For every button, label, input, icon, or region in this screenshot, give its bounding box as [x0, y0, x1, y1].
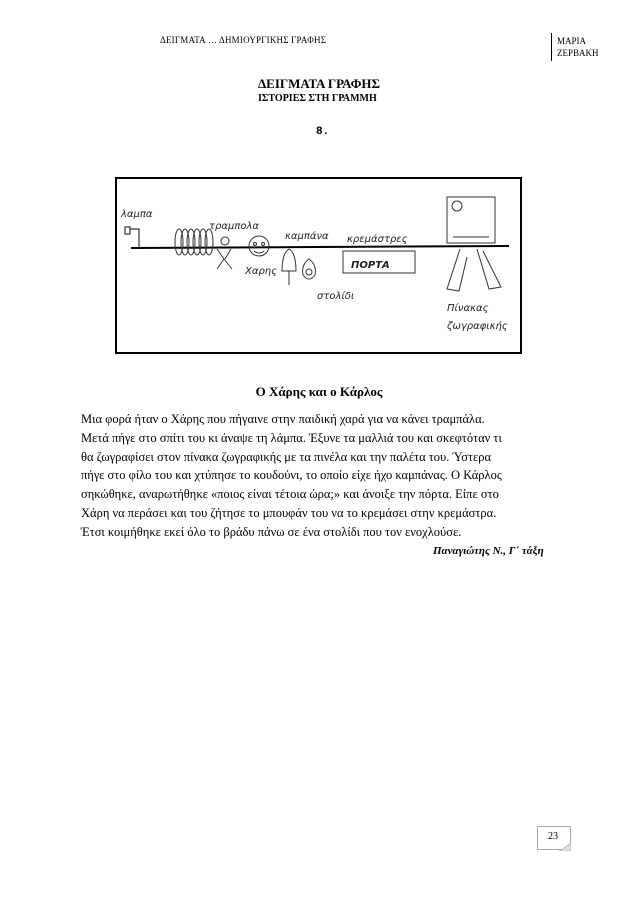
lamp-sketch: [125, 227, 139, 247]
label-nightstand: στολίδι: [317, 291, 355, 302]
page-number: 23: [548, 831, 558, 842]
bell-sketch: [282, 249, 296, 285]
story-line-4: πήγε στο φίλο του και χτύπησε το κουδούνι, το οποίο είχε ήχο καμπάνας. Ο Κάρλος: [81, 468, 502, 483]
section-title-main: ΔΕΙΓΜΑΤΑ ΓΡΑΦΗΣ: [258, 76, 381, 91]
child-drawing: [115, 177, 522, 354]
trampoline-sketch: [175, 229, 213, 255]
running-header-left: ΔΕΙΓΜΑΤΑ … ΔΗΜΙΟΥΡΓΙΚΗΣ ΓΡΑΦΗΣ: [160, 35, 327, 45]
page-fold-icon: [559, 843, 571, 851]
section-title-sub: ΙΣΤΟΡΙΕΣ ΣΤΗ ΓΡΑΜΜΗ: [258, 93, 377, 104]
label-lamp: λαμπα: [121, 209, 153, 220]
label-hanger: κρεμάστρες: [347, 234, 408, 245]
story-line-5: σηκώθηκε, αναρωτήθηκε «ποιος είναι τέτοια ώρα;» και άνοιξε την πόρτα. Είπε στο: [81, 487, 499, 502]
label-painting-2: ζωγραφικής: [447, 321, 508, 332]
story-line-7: Έτσι κοιμήθηκε εκεί όλο το βράδυ πάνω σε ένα στολίδι που τον ενοχλούσε.: [81, 524, 462, 539]
harry-face-sketch: [249, 236, 269, 256]
label-bell: καμπάνα: [285, 231, 329, 242]
story-line-1: Μια φορά ήταν ο Χάρης που πήγαινε στην παιδική χαρά για να κάνει τραμπάλα.: [81, 412, 485, 426]
label-painting-1: Πίνακας: [447, 303, 489, 314]
running-header-author: [557, 35, 599, 59]
story-text: [81, 410, 559, 542]
story-line-3: θα ζωγραφίσει στον πίνακα ζωγραφικής με τα πινέλα και την παλέτα του. Ύστερα: [81, 449, 492, 464]
story-title: Ο Χάρης και ο Κάρλος: [255, 384, 383, 399]
label-trampoline: τραμπολα: [209, 221, 259, 232]
story-author: Παναγιώτης Ν., Γ΄ τάξη: [433, 545, 544, 557]
story-line-2: Μετά πήγε στο σπίτι του κι άναψε τη λάμπα. Έξυνε τα μαλλιά του και σκεφτόταν τι: [81, 430, 502, 445]
sample-number: 8.: [316, 126, 330, 138]
stick-figure-sketch: [217, 237, 232, 269]
painting-sketch: [447, 197, 501, 291]
author-last-name: ΖΕΡΒΑΚΗ: [557, 48, 599, 58]
ornament-sketch: [303, 259, 316, 279]
label-door: ΠΟΡΤΑ: [351, 260, 390, 271]
author-first-name: ΜΑΡΙΑ: [557, 36, 587, 46]
story-line-6: Χάρη να περάσει και του ζήτησε το μπουφάν του να το κρεμάσει στην κρεμάστρα.: [81, 505, 497, 520]
header-divider: [551, 33, 552, 61]
drawing-canvas: [117, 179, 520, 352]
label-harry: Χαρης: [245, 266, 277, 277]
